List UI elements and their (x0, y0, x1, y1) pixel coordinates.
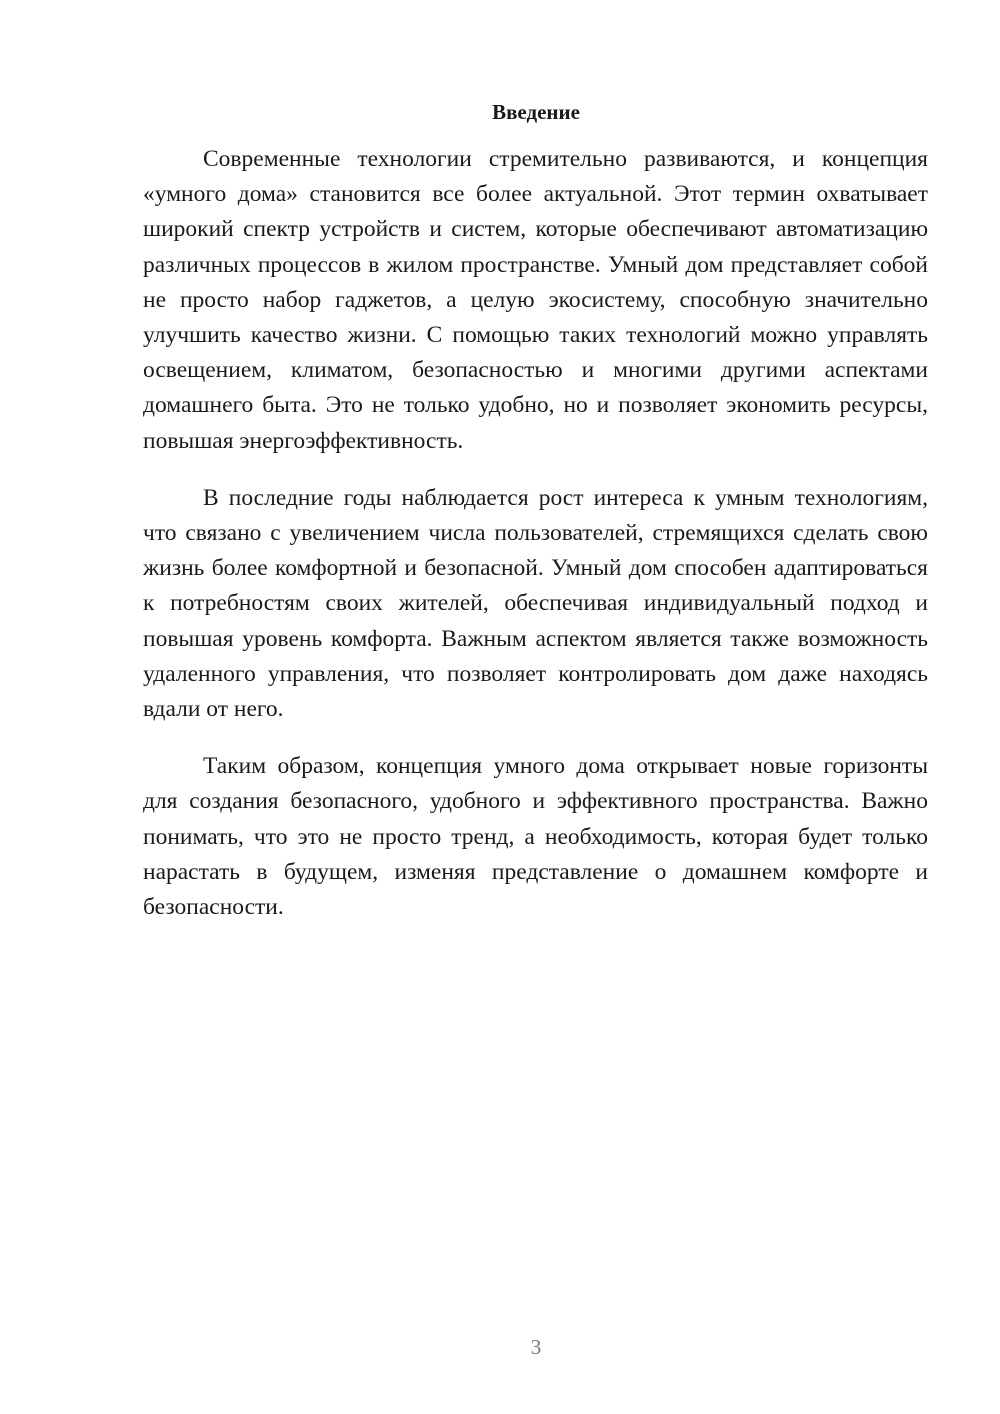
paragraph-2: В последние годы наблюдается рост интереса к умным технологиям, что связано с увеличением числа пользователей, стремящихся сделать свою жизнь более комфортной и безопасной. Умный дом способен адаптироваться к потребностям своих жителей, обеспечивая индивидуальный подход и повышая уровень комфорта. Важным аспектом является также возможность удаленного управления, что позволяет контролировать дом даже находясь вдали от него. (143, 484, 928, 723)
paragraph-1: Современные технологии стремительно развиваются, и концепция «умного дома» становится все более актуальной. Этот термин охватывает широкий спектр устройств и систем, которые обеспечивают автоматизацию различных процессов в жилом пространстве. Умный дом представляет собой не просто набор гаджетов, а целую экосистему, способную значительно улучшить качество жизни. С помощью таких технологий можно управлять освещением, климатом, безопасностью и многими другими аспектами домашнего быта. Это не только удобно, но и позволяет экономить ресурсы, повышая энергоэффективность. (143, 146, 928, 454)
page-number: 3 (530, 1335, 542, 1359)
paragraph-3: Таким образом, концепция умного дома открывает новые горизонты для создания безопасного, удобного и эффективного пространства. Важно понимать, что это не просто тренд, а необходимость, которая будет только нарастать в будущем, изменяя представление о домашнем комфорте и безопасности. (143, 753, 928, 921)
body-text (143, 142, 928, 947)
page-heading: Введение (492, 100, 580, 124)
